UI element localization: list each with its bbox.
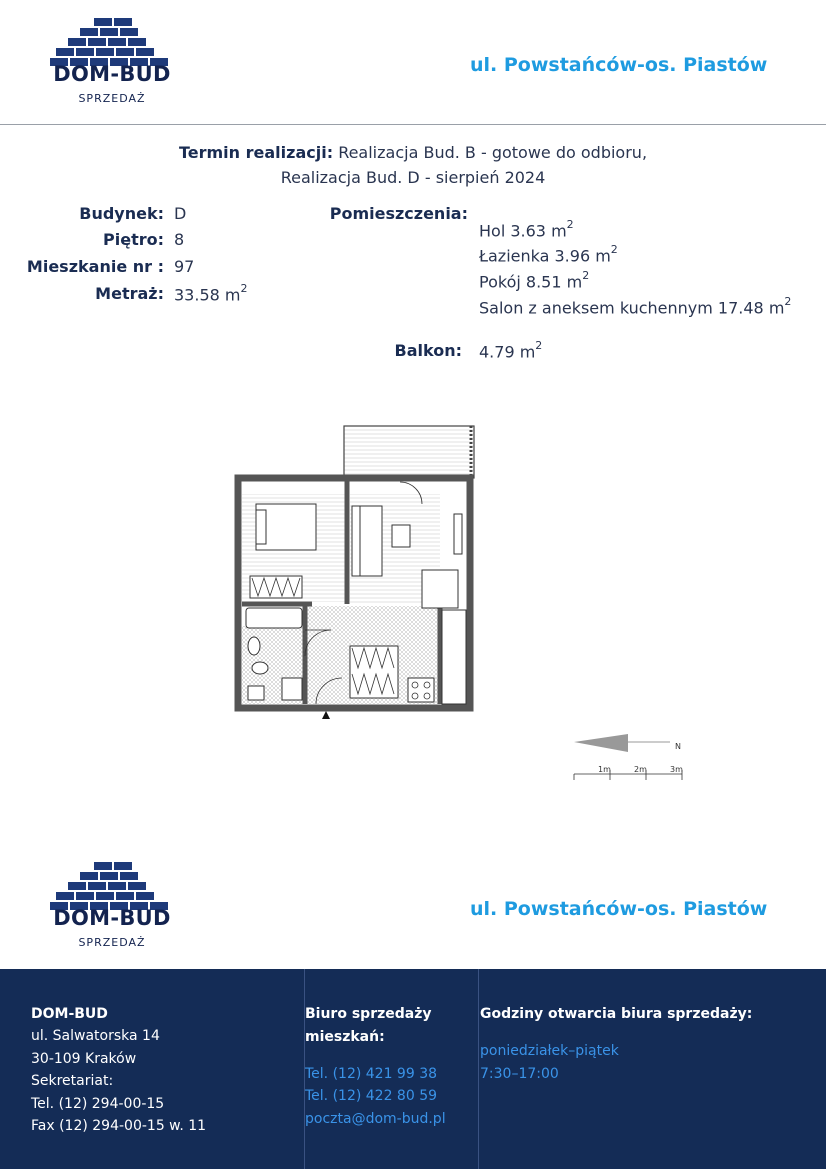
hours-time: 7:30–17:00 bbox=[480, 1066, 559, 1082]
footer-address-line: Fax (12) 294-00-15 w. 11 bbox=[31, 1118, 207, 1134]
footer-address-line: 30-109 Kraków bbox=[31, 1051, 137, 1067]
area-value: 33.58 $m^2$ bbox=[174, 282, 248, 305]
brick-logo-icon bbox=[50, 18, 174, 68]
logo-subtitle: SPRZEDAŻ bbox=[78, 936, 146, 949]
hours-days: poniedziałek–piątek bbox=[480, 1043, 619, 1059]
sink-icon bbox=[248, 637, 260, 655]
completion-term-line2: Realizacja Bud. D - sierpień 2024 bbox=[280, 168, 546, 187]
scale-label: 2m bbox=[634, 765, 647, 774]
table-icon bbox=[392, 525, 410, 547]
header-divider bbox=[0, 124, 826, 125]
completion-term bbox=[0, 141, 826, 165]
balcony-label: Balkon: bbox=[394, 341, 462, 360]
entrance-arrow-icon bbox=[322, 711, 330, 719]
office-phone-1-link[interactable]: Tel. (12) 421 99 38 bbox=[305, 1066, 438, 1082]
street-title-bottom: ul. Powstańców-os. Piastów bbox=[470, 898, 768, 920]
north-arrow-and-scale bbox=[570, 730, 690, 785]
bathtub-icon bbox=[246, 608, 302, 628]
company-logo-bottom bbox=[50, 862, 180, 952]
logo-text: DOM-BUD bbox=[53, 62, 171, 86]
room-item: Łazienka 3.96 $m^2$ bbox=[479, 243, 618, 266]
footer-company-title: DOM-BUD bbox=[31, 1006, 108, 1022]
dining-table-icon bbox=[422, 570, 458, 608]
term-label: Termin realizacji: bbox=[178, 143, 334, 162]
footer-hours-title: Godziny otwarcia biura sprzedaży: bbox=[480, 1006, 753, 1022]
kitchen-counter bbox=[442, 610, 466, 704]
footer-address-line: Sekretariat: bbox=[31, 1073, 114, 1089]
footer-address-line: Tel. (12) 294-00-15 bbox=[31, 1096, 165, 1112]
flat-number-value: 97 bbox=[174, 257, 195, 276]
building-value: D bbox=[174, 204, 187, 223]
north-arrow-icon bbox=[574, 734, 628, 752]
footer-divider bbox=[478, 969, 479, 1169]
building-label: Budynek: bbox=[79, 204, 164, 223]
balcony-value: 4.79 $m^2$ bbox=[479, 339, 543, 362]
brick-logo-icon bbox=[50, 862, 174, 912]
room-item: Salon z aneksem kuchennym 17.48 $m^2$ bbox=[479, 295, 792, 318]
logo-text: DOM-BUD bbox=[53, 906, 171, 930]
north-label: N bbox=[675, 742, 681, 751]
rooms-label: Pomieszczenia: bbox=[329, 204, 468, 223]
room-item: Pokój 8.51 $m^2$ bbox=[479, 269, 590, 292]
company-logo-top bbox=[50, 18, 180, 108]
street-title-top: ul. Powstańców-os. Piastów bbox=[470, 54, 768, 76]
floor-value: 8 bbox=[174, 230, 185, 249]
balcony-area bbox=[344, 426, 474, 478]
office-phone-2-link[interactable]: Tel. (12) 422 80 59 bbox=[305, 1088, 438, 1104]
floor-label: Piętro: bbox=[103, 230, 164, 249]
flat-number-label: Mieszkanie nr : bbox=[26, 257, 164, 276]
term-line1: Realizacja Bud. B - gotowe do odbioru, bbox=[338, 143, 648, 162]
office-email-link[interactable]: poczta@dom-bud.pl bbox=[305, 1111, 446, 1127]
room-item: Hol 3.63 $m^2$ bbox=[479, 218, 574, 241]
footer-office-title-2: mieszkań: bbox=[305, 1029, 385, 1045]
footer bbox=[0, 969, 826, 1169]
area-label: Metraż: bbox=[95, 284, 164, 303]
footer-office-title: Biuro sprzedaży bbox=[305, 1006, 432, 1022]
footer-address-line: ul. Salwatorska 14 bbox=[31, 1028, 160, 1044]
scale-label: 1m bbox=[598, 765, 611, 774]
stove-icon bbox=[408, 678, 434, 702]
floor-plan bbox=[230, 420, 480, 720]
scale-label: 3m bbox=[670, 765, 683, 774]
logo-subtitle: SPRZEDAŻ bbox=[78, 92, 146, 105]
toilet-icon bbox=[252, 662, 268, 674]
